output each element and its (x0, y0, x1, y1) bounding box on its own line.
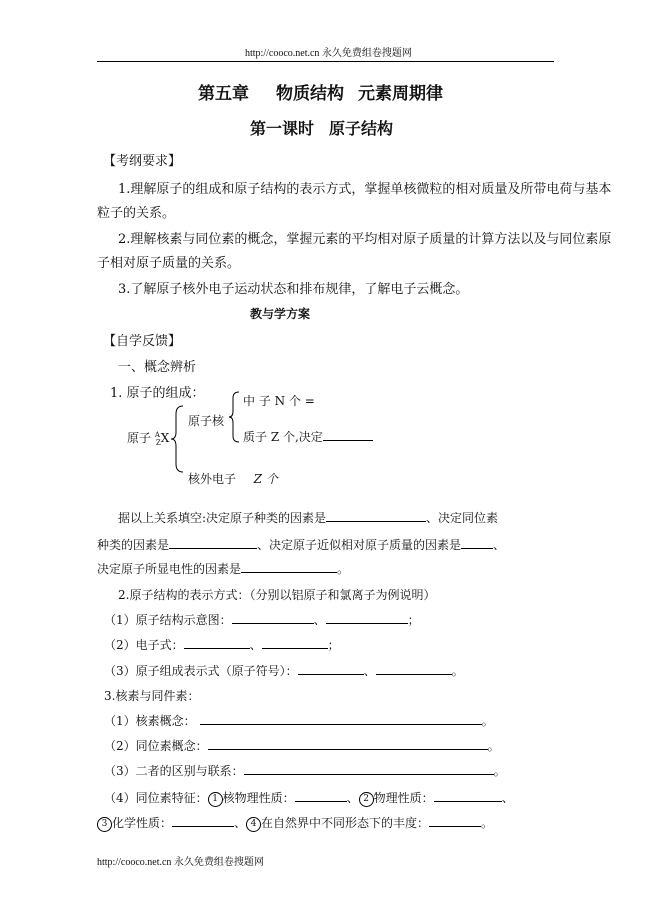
fill-text: 、决定原子近似相对原子质量的因素是 (257, 538, 462, 552)
chapter-name: 物质结构 (276, 84, 344, 104)
separator: ； (327, 638, 340, 652)
atomic-number: Z (155, 439, 161, 448)
separator: 、 (249, 638, 262, 652)
q2-3-label: （3）原子组成表示式（原子符号）： (104, 664, 298, 678)
q3-1-line (104, 712, 494, 729)
separator: 。 (481, 714, 494, 728)
separator: 、 (346, 791, 359, 805)
separator: 、 (501, 791, 514, 805)
blank-structure-1[interactable] (232, 611, 314, 624)
header-rule (97, 61, 554, 62)
blank-atom-type[interactable] (326, 509, 426, 522)
chapter-topic: 元素周期律 (358, 84, 443, 104)
question-2: 2.原子结构的表示方式：（分别以铝原子和氯离子为例说明） (118, 588, 436, 602)
electron-line (188, 470, 278, 487)
q3-4-item: 化学性质： (112, 816, 173, 830)
atom-word: 原子 (127, 431, 152, 445)
requirements-heading: 【考纲要求】 (103, 154, 182, 169)
chapter-number: 第五章 (198, 84, 249, 104)
lesson-title (250, 116, 393, 139)
footer-text: http://cooco.net.cn 永久免费组卷搜题网 (97, 857, 264, 868)
nucleus-label: 原子核 (188, 414, 225, 428)
separator: 。 (487, 739, 500, 753)
blank-isotope-type[interactable] (169, 536, 257, 549)
neutron-label: 中 子 N 个 = (243, 394, 315, 408)
requirement-2-line-2: 子相对原子质量的关系。 (97, 256, 241, 271)
fill-text: 。 (337, 562, 350, 576)
fill-text: 决定原子所显电性的因素是 (97, 562, 242, 576)
q3-4-item: 核物理性质： (222, 791, 295, 805)
q3-4-label: （4）同位素特征： (104, 791, 208, 805)
q3-4-line-2 (97, 814, 493, 832)
blank-difference[interactable] (244, 762, 494, 775)
separator: 。 (481, 816, 494, 830)
q2-3-line (104, 662, 464, 679)
q3-4-item: 物理性质： (373, 791, 434, 805)
fill-line-3 (97, 560, 349, 577)
proton-line (243, 428, 373, 445)
mass-number: A (154, 431, 160, 439)
section-concepts: 一、概念辨析 (118, 360, 197, 375)
blank-electron-2[interactable] (262, 636, 328, 649)
blank-symbol-1[interactable] (298, 662, 364, 675)
blank-isotope[interactable] (208, 737, 488, 750)
question-1: 1. 原子的组成： (110, 386, 205, 401)
electron-label: 核外电子 (188, 472, 237, 486)
q3-1-label: （1）核素概念： (104, 714, 196, 728)
separator: 。 (493, 764, 506, 778)
q2-1-label: （1）原子结构示意图： (104, 613, 232, 627)
separator: 、 (234, 816, 247, 830)
blank-symbol-2[interactable] (376, 662, 452, 675)
q3-4-line (104, 789, 514, 807)
q2-1-line (104, 611, 420, 628)
electron-count: Z 个 (253, 472, 278, 486)
fill-text: 、决定同位素 (426, 511, 499, 525)
blank-abundance[interactable] (429, 814, 481, 827)
blank-nuclide[interactable] (200, 712, 482, 725)
blank-electron-1[interactable] (184, 636, 250, 649)
feedback-heading: 【自学反馈】 (103, 334, 182, 349)
q3-3-line (104, 762, 506, 779)
lesson-number: 第一课时 (250, 119, 315, 138)
requirement-2-line-1: 2.理解核素与同位素的概念，掌握元素的平均相对原子质量的计算方法以及与同位素原 (118, 232, 612, 247)
q2-2-line (104, 636, 340, 653)
blank-physical[interactable] (434, 789, 502, 802)
page-title (198, 79, 443, 104)
requirement-1-line-2: 粒子的关系。 (97, 206, 176, 221)
fill-line-2 (97, 536, 505, 553)
blank-chemical[interactable] (172, 814, 234, 827)
fill-line-1 (118, 509, 498, 526)
q2-2-label: （2）电子式： (104, 638, 184, 652)
lesson-name: 原子结构 (329, 119, 394, 138)
proton-label: 质子 Z 个,决定 (243, 430, 323, 444)
circled-number-3: 3 (97, 817, 112, 832)
circled-number-2: 2 (359, 792, 374, 807)
q3-3-label: （3）二者的区别与联系： (104, 764, 244, 778)
q3-2-line (104, 737, 500, 754)
fill-text: 、 (493, 538, 506, 552)
blank-charge[interactable] (241, 560, 337, 573)
atom-label (127, 429, 169, 447)
q3-4-item: 在自然界中不同形态下的丰度： (261, 816, 430, 830)
atom-brace (171, 406, 185, 472)
blank-relative-mass[interactable] (461, 536, 493, 549)
question-3: 3.核素与同件素： (104, 689, 200, 703)
blank-structure-2[interactable] (326, 611, 408, 624)
circled-number-1: 1 (208, 792, 223, 807)
plan-heading: 教与学方案 (250, 307, 311, 321)
separator: ； (407, 613, 420, 627)
fill-text: 种类的因素是 (97, 538, 170, 552)
requirement-1-line-1: 1.理解原子的组成和原子结构的表示方式，掌握单核微粒的相对质量及所带电荷与基本 (118, 182, 612, 197)
fill-text: 据以上关系填空:决定原子种类的因素是 (118, 511, 327, 525)
proton-blank[interactable] (323, 428, 373, 441)
element-symbol: X (160, 431, 170, 445)
blank-nuclear-physics[interactable] (295, 789, 347, 802)
circled-number-4: 4 (246, 817, 261, 832)
requirement-3: 3.了解原子核外电子运动状态和排布规律，了解电子云概念。 (118, 282, 469, 297)
separator: 、 (363, 664, 376, 678)
nucleus-brace (229, 392, 241, 442)
separator: 。 (451, 664, 464, 678)
header-text: http://cooco.net.cn 永久免费组卷搜题网 (245, 48, 412, 59)
separator: 、 (313, 613, 326, 627)
q3-2-label: （2）同位素概念： (104, 739, 208, 753)
